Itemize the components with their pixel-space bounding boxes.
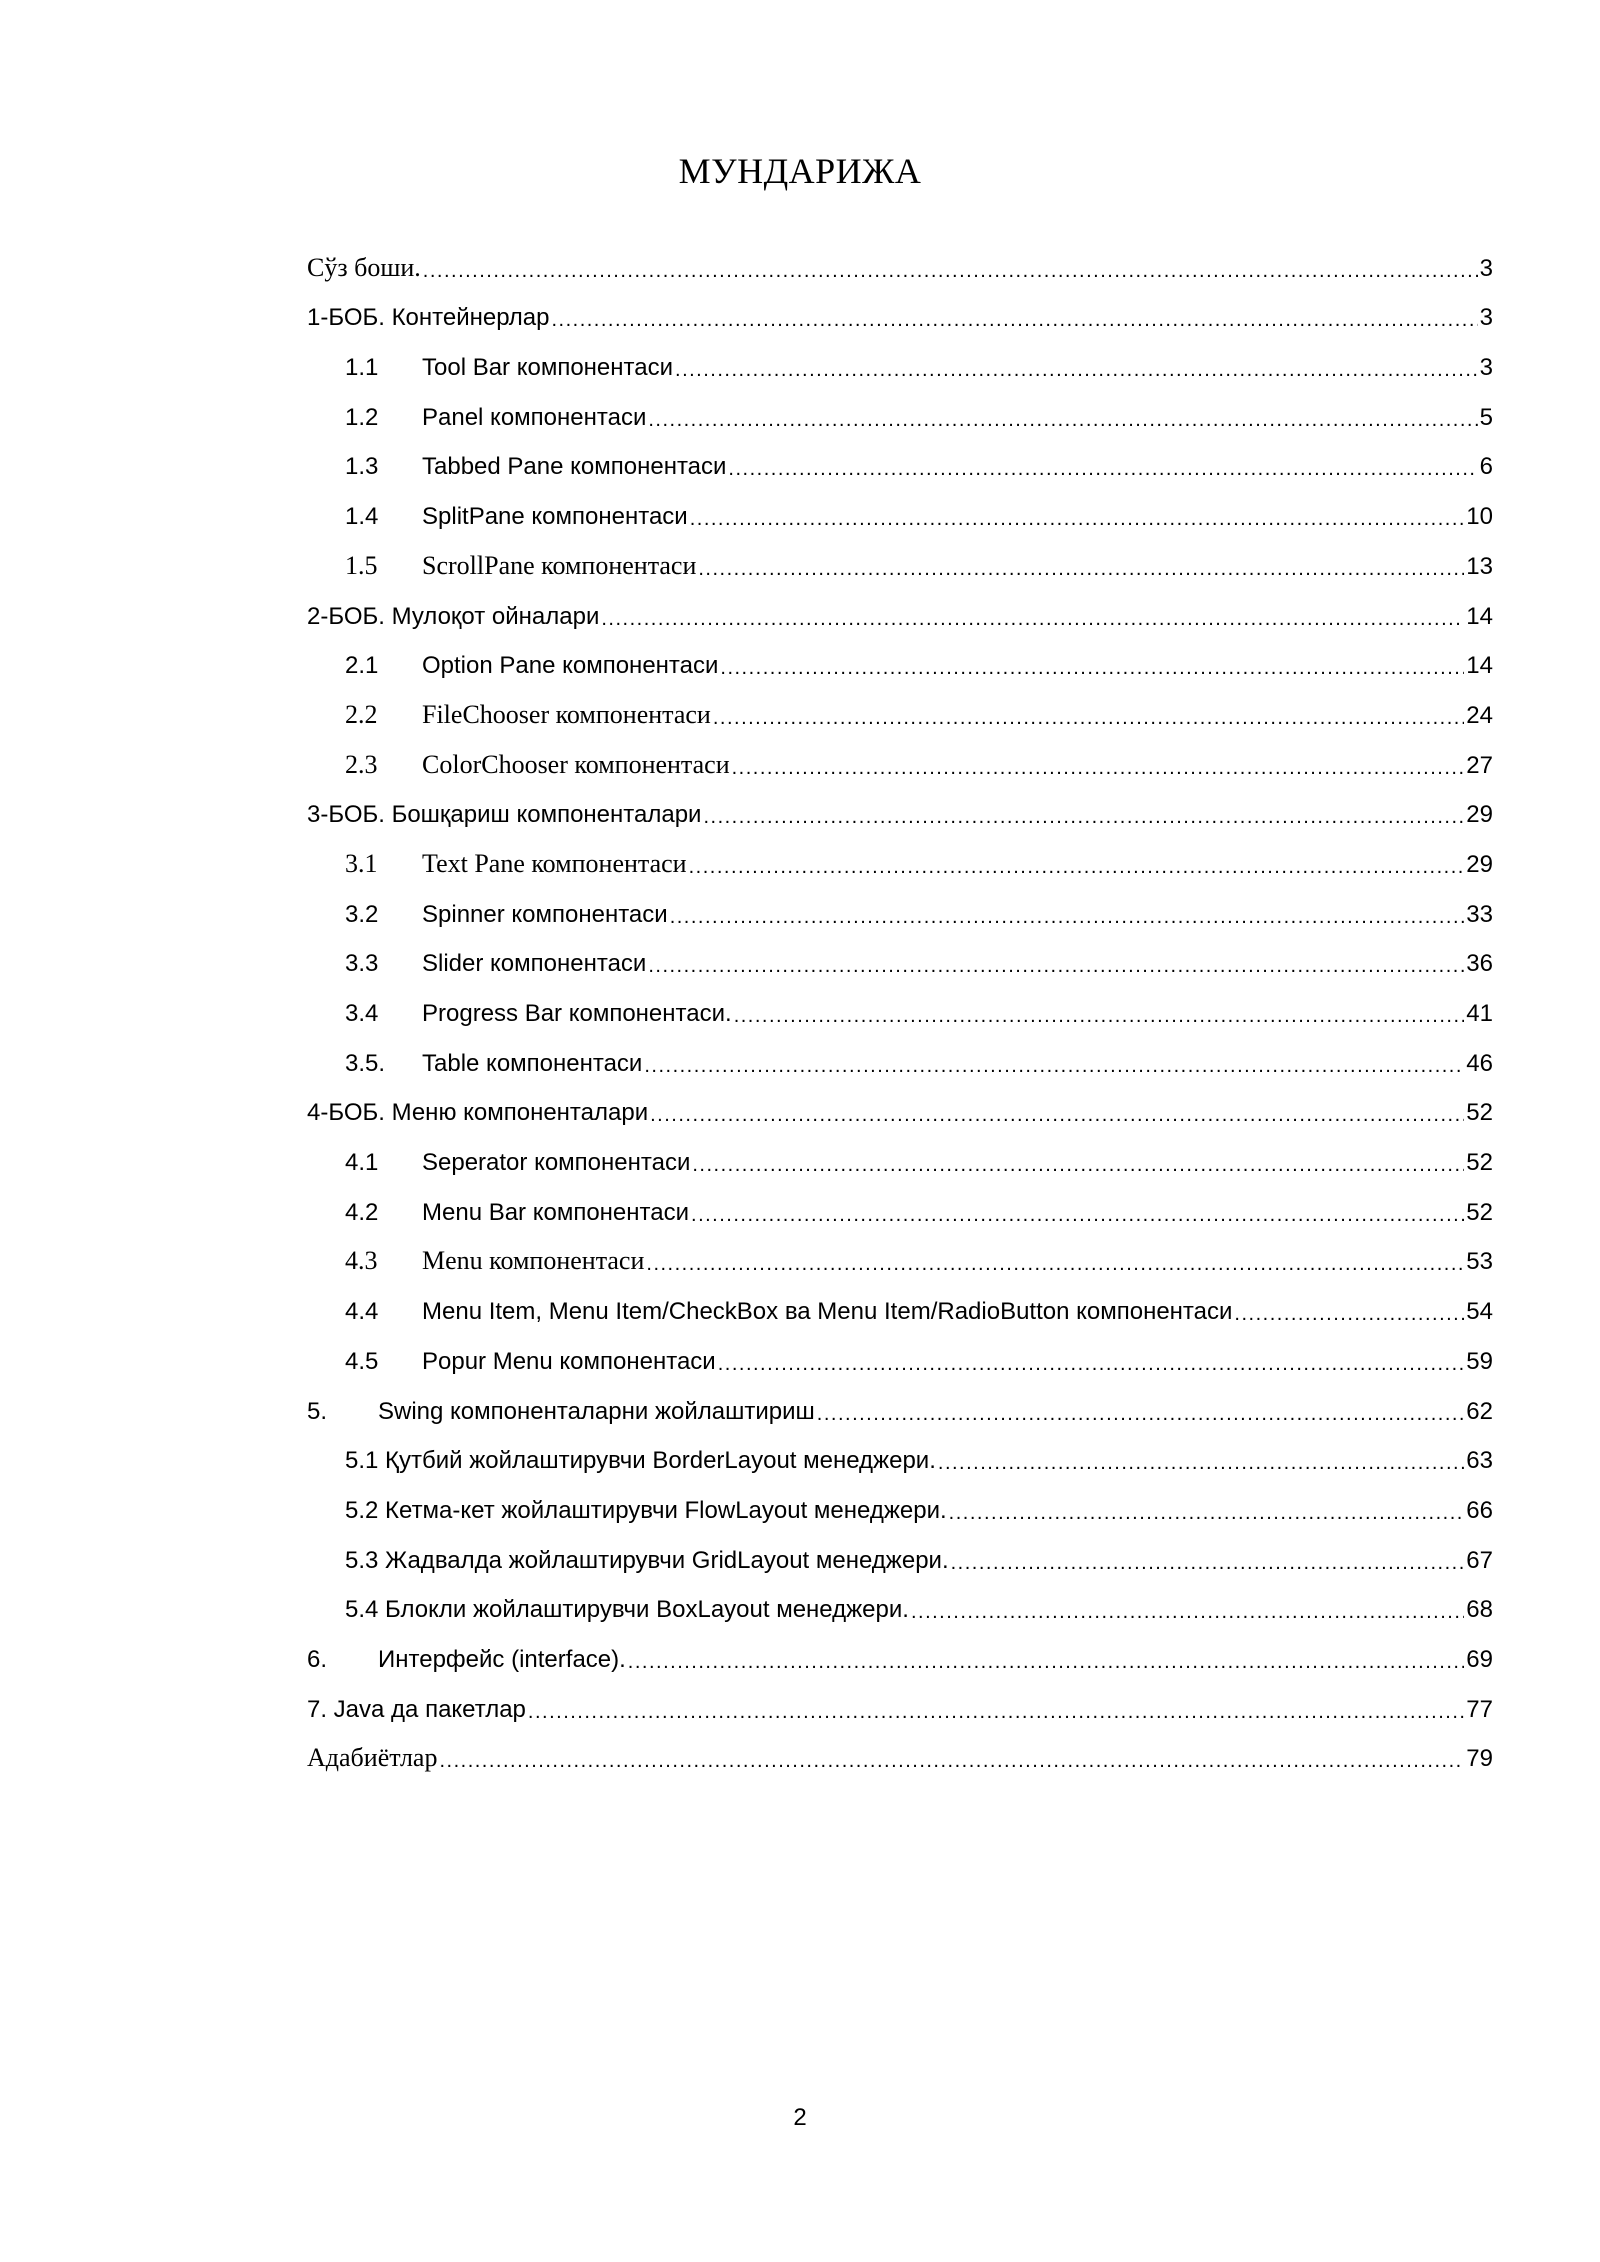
toc-entry[interactable] bbox=[307, 1276, 1493, 1326]
toc-entry-number: 2.3 bbox=[345, 749, 378, 779]
dot-leader bbox=[644, 1055, 1464, 1078]
toc-entry[interactable] bbox=[307, 1028, 1493, 1078]
toc-entry-page: 52 bbox=[1466, 1099, 1493, 1127]
toc-entry[interactable] bbox=[307, 283, 1493, 333]
toc-entry[interactable] bbox=[307, 1078, 1493, 1128]
toc-entry-label: Popur Menu компонентаси bbox=[422, 1347, 716, 1375]
toc-entry[interactable] bbox=[307, 879, 1493, 929]
toc-entry[interactable] bbox=[307, 829, 1493, 879]
toc-entry-label: Text Pane компонентаси bbox=[422, 848, 687, 878]
dot-leader bbox=[817, 1403, 1465, 1426]
toc-entry-page: 29 bbox=[1466, 801, 1493, 829]
dot-leader bbox=[648, 409, 1477, 432]
toc-entry-number: 3.3 bbox=[345, 950, 379, 978]
dot-leader bbox=[718, 1353, 1465, 1376]
dot-leader bbox=[423, 260, 1478, 283]
dot-leader bbox=[1234, 1303, 1464, 1326]
dot-leader bbox=[528, 1701, 1464, 1724]
toc-entry[interactable] bbox=[307, 1575, 1493, 1625]
dot-leader bbox=[691, 1204, 1464, 1227]
toc-entry[interactable] bbox=[307, 432, 1493, 482]
toc-entry[interactable] bbox=[307, 730, 1493, 780]
toc-entry[interactable] bbox=[307, 1475, 1493, 1525]
dot-leader bbox=[675, 359, 1478, 382]
toc-entry[interactable] bbox=[307, 1177, 1493, 1227]
dot-leader bbox=[692, 1154, 1464, 1177]
toc-entry[interactable] bbox=[307, 1674, 1493, 1724]
toc-entry-page: 68 bbox=[1466, 1596, 1493, 1624]
dot-leader bbox=[938, 1452, 1464, 1475]
toc-entry-label: Slider компонентаси bbox=[422, 950, 647, 978]
toc-entry-page: 3 bbox=[1479, 254, 1493, 282]
toc-entry-label: 4-БОБ. Меню компоненталари bbox=[307, 1099, 649, 1127]
toc-entry-page: 53 bbox=[1466, 1248, 1493, 1276]
dot-leader bbox=[698, 558, 1464, 581]
toc-entry-number: 1.5 bbox=[345, 550, 378, 580]
dot-leader bbox=[911, 1601, 1464, 1624]
toc-entry[interactable] bbox=[307, 1624, 1493, 1674]
toc-entry-label: Tool Bar компонентаси bbox=[422, 354, 674, 382]
toc-entry-page: 5 bbox=[1479, 403, 1493, 431]
dot-leader bbox=[949, 1502, 1465, 1525]
toc-entry-page: 69 bbox=[1466, 1645, 1493, 1673]
toc-entry-label: Table компонентаси bbox=[422, 1049, 643, 1077]
dot-leader bbox=[732, 757, 1465, 780]
toc-entry-page: 41 bbox=[1466, 1000, 1493, 1027]
toc-entry[interactable] bbox=[307, 680, 1493, 730]
toc-entry-page: 66 bbox=[1466, 1496, 1493, 1524]
toc-entry-number: 4.1 bbox=[345, 1149, 379, 1177]
toc-entry-number: 4.4 bbox=[345, 1298, 379, 1326]
toc-entry-label: Panel компонентаси bbox=[422, 403, 647, 431]
toc-entry-label: 5.2 Кетма-кет жойлаштирувчи FlowLayout менеджери. bbox=[345, 1496, 947, 1524]
toc-entry-number: 1.1 bbox=[345, 354, 379, 382]
toc-entry[interactable] bbox=[307, 233, 1493, 283]
toc-entry-number: 2.1 bbox=[345, 652, 379, 680]
toc-entry-number: 4.5 bbox=[345, 1347, 379, 1375]
dot-leader bbox=[628, 1651, 1465, 1674]
toc-entry-number: 5. bbox=[307, 1397, 328, 1425]
dot-leader bbox=[648, 955, 1464, 978]
toc-entry-number: 1.4 bbox=[345, 503, 379, 531]
toc-entry-label: Swing компоненталарни жойлаштириш bbox=[378, 1397, 815, 1425]
toc-entry-page: 59 bbox=[1466, 1347, 1493, 1375]
toc-entry-label: Seperator компонентаси bbox=[422, 1149, 691, 1177]
toc-entry-label: Option Pane компонентаси bbox=[422, 652, 719, 680]
toc-entry[interactable] bbox=[307, 978, 1493, 1028]
toc-entry-number: 2.2 bbox=[345, 699, 378, 729]
toc-entry-label: ColorChooser компонентаси bbox=[422, 749, 730, 779]
toc-entry-label: Сўз боши. bbox=[307, 252, 421, 282]
toc-entry-number: 4.2 bbox=[345, 1198, 379, 1226]
toc-entry-number: 1.3 bbox=[345, 453, 379, 481]
toc-entry[interactable] bbox=[307, 1724, 1493, 1774]
dot-leader bbox=[728, 458, 1477, 481]
toc-entry-page: 52 bbox=[1466, 1198, 1493, 1226]
toc-entry[interactable] bbox=[307, 332, 1493, 382]
toc-entry-number: 3.1 bbox=[345, 848, 378, 878]
toc-entry-label: Spinner компонентаси bbox=[422, 900, 668, 928]
dot-leader bbox=[670, 906, 1465, 929]
dot-leader bbox=[439, 1750, 1464, 1773]
toc-entry-page: 10 bbox=[1466, 503, 1493, 531]
toc-entry-number: 1.2 bbox=[345, 403, 379, 431]
table-of-contents bbox=[307, 233, 1493, 1773]
toc-entry-label: Интерфейс (interface). bbox=[378, 1645, 626, 1673]
toc-entry-number: 6. bbox=[307, 1645, 328, 1673]
toc-entry-page: 79 bbox=[1466, 1745, 1493, 1773]
dot-leader bbox=[689, 856, 1465, 879]
toc-entry-page: 46 bbox=[1466, 1049, 1493, 1077]
dot-leader bbox=[690, 508, 1465, 531]
toc-entry-page: 29 bbox=[1466, 850, 1493, 878]
toc-entry-page: 14 bbox=[1466, 652, 1493, 680]
toc-entry-number: 3.2 bbox=[345, 900, 379, 928]
toc-entry[interactable] bbox=[307, 1525, 1493, 1575]
toc-entry-page: 62 bbox=[1466, 1397, 1493, 1425]
dot-leader bbox=[734, 1005, 1465, 1028]
dot-leader bbox=[650, 1104, 1464, 1127]
toc-entry-page: 14 bbox=[1466, 602, 1493, 630]
toc-entry-label: SplitPane компонентаси bbox=[422, 503, 688, 531]
toc-entry-page: 54 bbox=[1466, 1298, 1493, 1326]
toc-entry[interactable] bbox=[307, 581, 1493, 631]
dot-leader bbox=[601, 608, 1464, 631]
toc-entry-page: 63 bbox=[1466, 1447, 1493, 1475]
toc-entry-number: 3.4 bbox=[345, 1000, 379, 1027]
toc-entry-page: 13 bbox=[1466, 552, 1493, 580]
toc-entry-label: Адабиётлар bbox=[307, 1743, 438, 1773]
toc-entry-label: FileChooser компонентаси bbox=[422, 699, 711, 729]
toc-entry-label: 7. Java да пакетлар bbox=[307, 1695, 526, 1723]
toc-entry[interactable] bbox=[307, 531, 1493, 581]
toc-entry-label: 5.4 Блокли жойлаштирувчи BoxLayout менеджери. bbox=[345, 1596, 909, 1624]
toc-entry[interactable] bbox=[307, 631, 1493, 681]
toc-entry-page: 33 bbox=[1466, 900, 1493, 928]
toc-entry-label: 5.3 Жадвалда жойлаштирувчи GridLayout менеджери. bbox=[345, 1546, 949, 1574]
dot-leader bbox=[551, 309, 1477, 332]
toc-entry[interactable] bbox=[307, 929, 1493, 979]
toc-entry[interactable] bbox=[307, 1227, 1493, 1277]
toc-entry-label: Menu компонентаси bbox=[422, 1246, 645, 1276]
toc-entry[interactable] bbox=[307, 1127, 1493, 1177]
dot-leader bbox=[720, 657, 1464, 680]
toc-entry-page: 67 bbox=[1466, 1546, 1493, 1574]
toc-entry-page: 36 bbox=[1466, 950, 1493, 978]
toc-entry[interactable] bbox=[307, 481, 1493, 531]
page-title: МУНДАРИЖА bbox=[678, 151, 922, 191]
toc-entry-page: 52 bbox=[1466, 1149, 1493, 1177]
toc-entry-label: 3-БОБ. Бошқариш компоненталари bbox=[307, 801, 702, 829]
toc-entry-label: 1-БОБ. Контейнерлар bbox=[307, 304, 550, 332]
toc-entry-label: Menu Item, Menu Item/CheckBox ва Menu Item/RadioButton компонентаси bbox=[422, 1298, 1233, 1326]
toc-entry[interactable] bbox=[307, 382, 1493, 432]
toc-entry-page: 77 bbox=[1466, 1695, 1493, 1723]
toc-entry-label: 2-БОБ. Мулоқот ойналари bbox=[307, 602, 600, 630]
toc-entry-page: 27 bbox=[1466, 751, 1493, 779]
toc-entry-number: 4.3 bbox=[345, 1246, 378, 1276]
toc-entry-label: Tabbed Pane компонентаси bbox=[422, 453, 727, 481]
toc-entry-label: Progress Bar компонентаси. bbox=[422, 1000, 732, 1027]
dot-leader bbox=[646, 1253, 1464, 1276]
toc-entry-label: ScrollPane компонентаси bbox=[422, 550, 697, 580]
toc-entry-page: 24 bbox=[1466, 701, 1493, 729]
toc-entry-page: 3 bbox=[1479, 354, 1493, 382]
toc-entry-label: 5.1 Қутбий жойлаштирувчи BorderLayout менеджери. bbox=[345, 1447, 936, 1475]
toc-entry[interactable] bbox=[307, 780, 1493, 830]
toc-entry[interactable] bbox=[307, 1426, 1493, 1476]
toc-entry-label: Menu Bar компонентаси bbox=[422, 1198, 690, 1226]
toc-entry-number: 3.5. bbox=[345, 1049, 386, 1077]
page-number: 2 bbox=[793, 2104, 807, 2131]
toc-entry-page: 3 bbox=[1479, 304, 1493, 332]
dot-leader bbox=[703, 806, 1464, 829]
dot-leader bbox=[713, 707, 1464, 730]
toc-entry-page: 6 bbox=[1479, 453, 1493, 481]
toc-entry[interactable] bbox=[307, 1376, 1493, 1426]
dot-leader bbox=[951, 1552, 1465, 1575]
toc-entry[interactable] bbox=[307, 1326, 1493, 1376]
